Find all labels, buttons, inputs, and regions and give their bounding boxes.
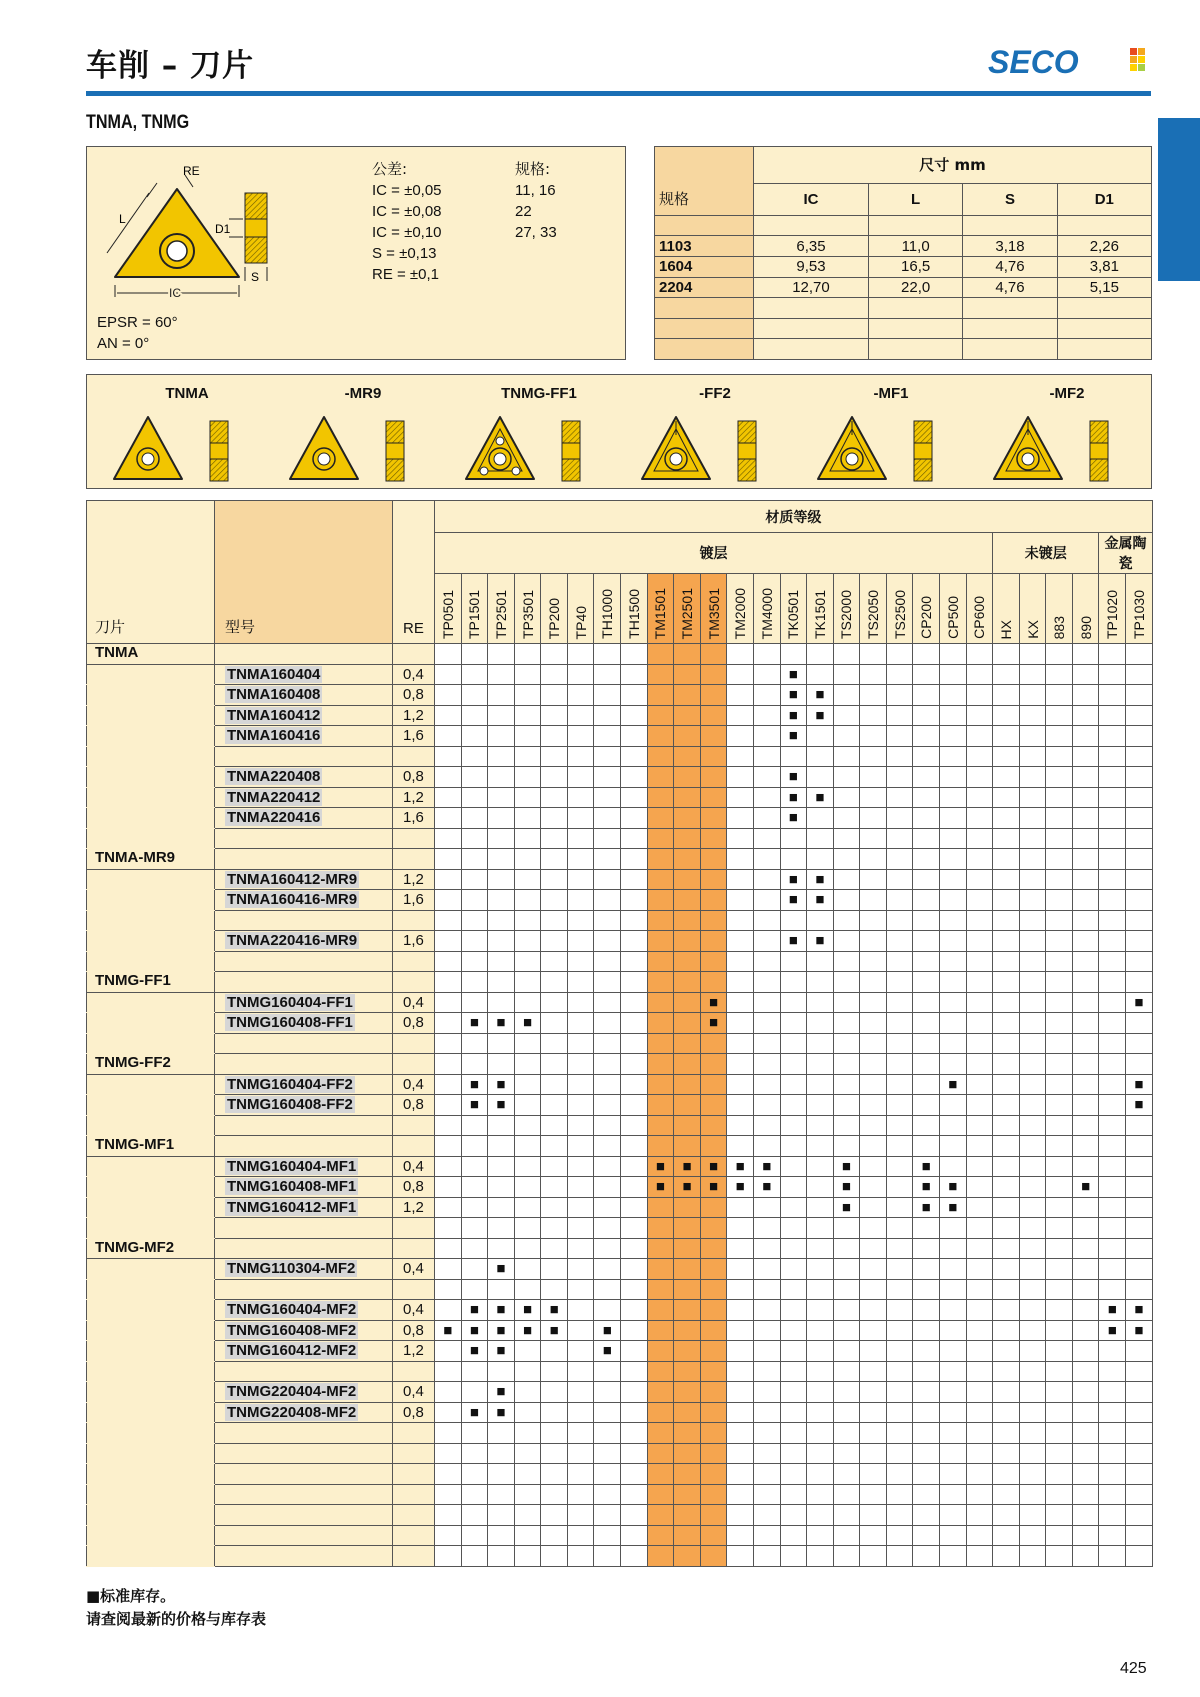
stock-mark: ■ <box>674 1156 701 1177</box>
dim-header-ic: IC <box>754 183 869 215</box>
stock-mark: ■ <box>780 705 807 726</box>
shape-label: -MF1 <box>873 385 909 402</box>
grade-header: TH1500 <box>621 574 648 644</box>
size-item: 11, 16 <box>515 182 556 199</box>
table-row <box>87 1320 1153 1341</box>
svg-text:D1: D1 <box>215 222 231 236</box>
table-row <box>87 1361 1153 1382</box>
stock-mark: ■ <box>727 1156 754 1177</box>
family-name: TNMA-MR9 <box>87 849 215 870</box>
model-code: TNMA160408 <box>215 685 393 706</box>
model-code: TNMG220404-MF2 <box>215 1382 393 1403</box>
grade-header: TK0501 <box>780 574 807 644</box>
stock-mark: ■ <box>488 1013 515 1034</box>
stock-mark: ■ <box>674 1177 701 1198</box>
grade-header: CP600 <box>966 574 993 644</box>
family-row <box>87 1054 1153 1075</box>
table-row <box>87 1095 1153 1116</box>
table-row <box>87 890 1153 911</box>
grade-header: TP1030 <box>1126 574 1153 644</box>
dim-row: 2204 12,70 22,0 4,76 5,15 <box>655 277 1152 298</box>
col-header-re: RE <box>393 501 435 644</box>
stock-mark: ■ <box>488 1320 515 1341</box>
table-row <box>87 910 1153 931</box>
stock-mark: ■ <box>807 890 834 911</box>
family-row <box>87 849 1153 870</box>
stock-mark: ■ <box>514 1013 541 1034</box>
grade-header: TP1501 <box>461 574 488 644</box>
stock-mark: ■ <box>700 1177 727 1198</box>
stock-mark: ■ <box>514 1320 541 1341</box>
shape-label: -FF2 <box>699 385 731 402</box>
brand-text: SECO <box>988 44 1079 80</box>
stock-mark: ■ <box>727 1177 754 1198</box>
insert-shape-icon <box>814 413 964 485</box>
tolerance-list <box>372 180 442 285</box>
stock-mark: ■ <box>807 685 834 706</box>
stock-mark: ■ <box>939 1074 966 1095</box>
stock-mark: ■ <box>780 787 807 808</box>
stock-mark: ■ <box>780 808 807 829</box>
re-value: 0,4 <box>393 1382 435 1403</box>
family-name: TNMG-MF1 <box>87 1136 215 1157</box>
re-value: 0,8 <box>393 1177 435 1198</box>
shape-label: -MF2 <box>1049 385 1085 402</box>
table-row <box>87 1033 1153 1054</box>
size-item: 22 <box>515 203 532 220</box>
model-code: TNMA220416 <box>215 808 393 829</box>
stock-mark: ■ <box>833 1177 860 1198</box>
stock-mark: ■ <box>461 1095 488 1116</box>
stock-mark: ■ <box>780 931 807 952</box>
tolerance-item: IC = ±0,05 <box>372 182 442 199</box>
stock-mark: ■ <box>807 705 834 726</box>
page-title: 车削 – 刀片 <box>86 48 255 84</box>
stock-mark: ■ <box>488 1402 515 1423</box>
stock-mark: ■ <box>833 1156 860 1177</box>
grade-header: CP500 <box>939 574 966 644</box>
table-row <box>87 726 1153 747</box>
model-code: TNMA160416 <box>215 726 393 747</box>
shape-label: -MR9 <box>344 385 382 402</box>
table-row <box>87 931 1153 952</box>
model-code: TNMA220408 <box>215 767 393 788</box>
stock-mark: ■ <box>700 1156 727 1177</box>
tolerance-item: S = ±0,13 <box>372 245 437 262</box>
stock-mark: ■ <box>541 1320 568 1341</box>
re-value: 0,4 <box>393 664 435 685</box>
size-title: 规格: <box>515 160 551 178</box>
table-row <box>87 951 1153 972</box>
re-value: 1,2 <box>393 869 435 890</box>
model-code: TNMG160404-FF2 <box>215 1074 393 1095</box>
model-code: TNMG160404-FF1 <box>215 992 393 1013</box>
grade-header: TM1501 <box>647 574 674 644</box>
re-value: 1,6 <box>393 808 435 829</box>
table-row <box>87 828 1153 849</box>
brand-logo <box>988 44 1148 80</box>
model-code: TNMA220416-MR9 <box>215 931 393 952</box>
grade-header: TP40 <box>567 574 594 644</box>
svg-text:L: L <box>119 212 126 226</box>
spec-panel <box>86 146 626 360</box>
table-row <box>87 787 1153 808</box>
tolerance-item: RE = ±0,1 <box>372 266 440 283</box>
grade-header: KX <box>1019 574 1046 644</box>
table-row <box>87 1300 1153 1321</box>
grade-header: TS2050 <box>860 574 887 644</box>
stock-mark: ■ <box>1126 1095 1153 1116</box>
model-code: TNMG160412-MF1 <box>215 1197 393 1218</box>
stock-mark: ■ <box>461 1074 488 1095</box>
model-code: TNMG160408-MF1 <box>215 1177 393 1198</box>
re-value: 0,8 <box>393 1402 435 1423</box>
grade-header: TM2501 <box>674 574 701 644</box>
table-row <box>87 1402 1153 1423</box>
model-code: TNMG110304-MF2 <box>215 1259 393 1280</box>
grade-header: TP200 <box>541 574 568 644</box>
family-row <box>87 972 1153 993</box>
family-row <box>87 644 1153 665</box>
table-row <box>87 705 1153 726</box>
grade-group-header: 材质等级 <box>435 501 1153 533</box>
re-value: 0,4 <box>393 1074 435 1095</box>
re-value: 0,8 <box>393 1320 435 1341</box>
dim-header-d1: D1 <box>1057 183 1151 215</box>
stock-mark: ■ <box>700 1013 727 1034</box>
stock-mark: ■ <box>780 767 807 788</box>
stock-mark: ■ <box>461 1320 488 1341</box>
dim-header-s: S <box>963 183 1057 215</box>
stock-mark: ■ <box>807 787 834 808</box>
stock-mark: ■ <box>488 1259 515 1280</box>
re-value: 0,4 <box>393 992 435 1013</box>
stock-mark: ■ <box>780 890 807 911</box>
model-code: TNMG220408-MF2 <box>215 1402 393 1423</box>
insert-side-diagram <box>215 185 275 285</box>
grade-header: TH1000 <box>594 574 621 644</box>
model-code: TNMG160404-MF2 <box>215 1300 393 1321</box>
stock-mark: ■ <box>1099 1300 1126 1321</box>
stock-mark: ■ <box>488 1300 515 1321</box>
table-row <box>87 992 1153 1013</box>
table-row <box>87 1382 1153 1403</box>
grade-header: TM2000 <box>727 574 754 644</box>
stock-mark: ■ <box>488 1341 515 1362</box>
table-row <box>87 1218 1153 1239</box>
re-value: 1,2 <box>393 787 435 808</box>
table-row <box>87 746 1153 767</box>
stock-mark: ■ <box>594 1320 621 1341</box>
stock-mark: ■ <box>461 1300 488 1321</box>
title-rule <box>86 91 1151 96</box>
re-value: 0,4 <box>393 1156 435 1177</box>
dimensions-table <box>654 146 1152 360</box>
an-value: AN = 0° <box>97 335 150 352</box>
re-value: 1,6 <box>393 726 435 747</box>
model-code: TNMG160408-MF2 <box>215 1320 393 1341</box>
dim-header-size: 规格 <box>655 147 754 216</box>
model-code: TNMG160404-MF1 <box>215 1156 393 1177</box>
dim-row: 1103 6,35 11,0 3,18 2,26 <box>655 236 1152 257</box>
table-row <box>87 1546 1153 1567</box>
stock-mark: ■ <box>833 1197 860 1218</box>
tolerance-item: IC = ±0,08 <box>372 203 442 220</box>
stock-mark: ■ <box>461 1402 488 1423</box>
col-header-model: 型号 <box>215 501 393 644</box>
stock-mark: ■ <box>461 1013 488 1034</box>
stock-mark: ■ <box>939 1177 966 1198</box>
re-value: 0,4 <box>393 1300 435 1321</box>
stock-mark: ■ <box>913 1197 940 1218</box>
family-name: TNMG-FF2 <box>87 1054 215 1075</box>
table-row <box>87 1013 1153 1034</box>
re-value: 1,2 <box>393 1341 435 1362</box>
table-row <box>87 1197 1153 1218</box>
insert-shape-icon <box>110 413 260 485</box>
stock-mark: ■ <box>514 1300 541 1321</box>
table-row <box>87 869 1153 890</box>
svg-text:IC: IC <box>169 286 181 300</box>
grade-table <box>86 500 1152 1579</box>
model-code: TNMG160408-FF1 <box>215 1013 393 1034</box>
re-value: 1,6 <box>393 931 435 952</box>
side-tab <box>1158 118 1200 281</box>
tolerance-item: IC = ±0,10 <box>372 224 442 241</box>
model-code: TNMG160408-FF2 <box>215 1095 393 1116</box>
footnote-standard-stock: ■标准库存。 <box>86 1587 176 1605</box>
table-row <box>87 1423 1153 1444</box>
stock-mark: ■ <box>780 685 807 706</box>
model-code: TNMA160404 <box>215 664 393 685</box>
epsr-value: EPSR = 60° <box>97 314 178 331</box>
insert-shape-icon <box>462 413 612 485</box>
table-row <box>87 664 1153 685</box>
stock-mark: ■ <box>1126 992 1153 1013</box>
tolerance-title: 公差: <box>372 160 408 178</box>
table-row <box>87 1156 1153 1177</box>
stock-mark: ■ <box>700 992 727 1013</box>
family-name: TNMA <box>87 644 215 665</box>
svg-text:RE: RE <box>183 164 200 178</box>
table-row <box>87 1464 1153 1485</box>
stock-mark: ■ <box>780 869 807 890</box>
grade-header: TS2500 <box>886 574 913 644</box>
re-value: 0,8 <box>393 1013 435 1034</box>
stock-mark: ■ <box>435 1320 462 1341</box>
re-value: 0,8 <box>393 767 435 788</box>
group-uncoated: 未镀层 <box>993 533 1099 574</box>
stock-mark: ■ <box>594 1341 621 1362</box>
grade-header: 890 <box>1072 574 1099 644</box>
stock-mark: ■ <box>753 1177 780 1198</box>
stock-mark: ■ <box>1099 1320 1126 1341</box>
grade-header: TP1020 <box>1099 574 1126 644</box>
re-value: 1,2 <box>393 705 435 726</box>
stock-mark: ■ <box>913 1156 940 1177</box>
table-row <box>87 1484 1153 1505</box>
re-value: 0,8 <box>393 685 435 706</box>
size-item: 27, 33 <box>515 224 557 241</box>
stock-mark: ■ <box>488 1074 515 1095</box>
grade-header: TS2000 <box>833 574 860 644</box>
table-row <box>87 1525 1153 1546</box>
group-cermet: 金属陶瓷 <box>1099 533 1152 574</box>
model-code: TNMA220412 <box>215 787 393 808</box>
family-name: TNMG-MF2 <box>87 1238 215 1259</box>
grade-header: CP200 <box>913 574 940 644</box>
stock-mark: ■ <box>807 869 834 890</box>
grade-header: TP2501 <box>488 574 515 644</box>
col-header-insert: 刀片 <box>87 501 215 644</box>
grade-header: TP0501 <box>435 574 462 644</box>
stock-mark: ■ <box>780 664 807 685</box>
family-name: TNMG-FF1 <box>87 972 215 993</box>
stock-mark: ■ <box>1126 1300 1153 1321</box>
table-row <box>87 808 1153 829</box>
re-value: 0,8 <box>393 1095 435 1116</box>
table-row <box>87 1505 1153 1526</box>
model-code: TNMG160412-MF2 <box>215 1341 393 1362</box>
grade-header: TP3501 <box>514 574 541 644</box>
table-row <box>87 1259 1153 1280</box>
table-row <box>87 685 1153 706</box>
grade-header: TM4000 <box>753 574 780 644</box>
stock-mark: ■ <box>913 1177 940 1198</box>
table-row <box>87 1341 1153 1362</box>
stock-mark: ■ <box>488 1382 515 1403</box>
stock-mark: ■ <box>939 1197 966 1218</box>
table-row <box>87 1279 1153 1300</box>
insert-shapes-panel <box>86 374 1152 489</box>
dim-header-l: L <box>868 183 962 215</box>
re-value: 1,2 <box>393 1197 435 1218</box>
table-row <box>87 1115 1153 1136</box>
grade-header: TM3501 <box>700 574 727 644</box>
stock-mark: ■ <box>1126 1074 1153 1095</box>
svg-text:S: S <box>251 270 260 284</box>
footnote-price-list: 请查阅最新的价格与库存表 <box>86 1610 267 1628</box>
stock-mark: ■ <box>1072 1177 1099 1198</box>
table-row <box>87 1177 1153 1198</box>
table-row <box>87 1443 1153 1464</box>
stock-mark: ■ <box>807 931 834 952</box>
insert-shape-icon <box>286 413 436 485</box>
shape-label: TNMG-FF1 <box>501 385 577 402</box>
grade-header: TK1501 <box>807 574 834 644</box>
table-row <box>87 1074 1153 1095</box>
stock-mark: ■ <box>1126 1320 1153 1341</box>
re-value: 0,4 <box>393 1259 435 1280</box>
stock-mark: ■ <box>647 1177 674 1198</box>
family-row <box>87 1136 1153 1157</box>
stock-mark: ■ <box>541 1300 568 1321</box>
family-row <box>87 1238 1153 1259</box>
grade-header: 883 <box>1046 574 1073 644</box>
shape-label: TNMA <box>165 385 209 402</box>
grade-header: HX <box>993 574 1020 644</box>
stock-mark: ■ <box>780 726 807 747</box>
re-value: 1,6 <box>393 890 435 911</box>
model-code: TNMA160412-MR9 <box>215 869 393 890</box>
stock-mark: ■ <box>753 1156 780 1177</box>
insert-shape-icon <box>990 413 1140 485</box>
dim-group-header: 尺寸 mm <box>754 147 1152 184</box>
model-code: TNMA160412 <box>215 705 393 726</box>
stock-mark: ■ <box>647 1156 674 1177</box>
stock-mark: ■ <box>488 1095 515 1116</box>
model-code: TNMA160416-MR9 <box>215 890 393 911</box>
table-row <box>87 767 1153 788</box>
dim-row: 1604 9,53 16,5 4,76 3,81 <box>655 256 1152 277</box>
insert-shape-icon <box>638 413 788 485</box>
page-number: 425 <box>1120 1660 1147 1677</box>
series-title: TNMA, TNMG <box>86 112 190 133</box>
group-coated: 镀层 <box>435 533 993 574</box>
size-list <box>515 180 557 243</box>
stock-mark: ■ <box>461 1341 488 1362</box>
